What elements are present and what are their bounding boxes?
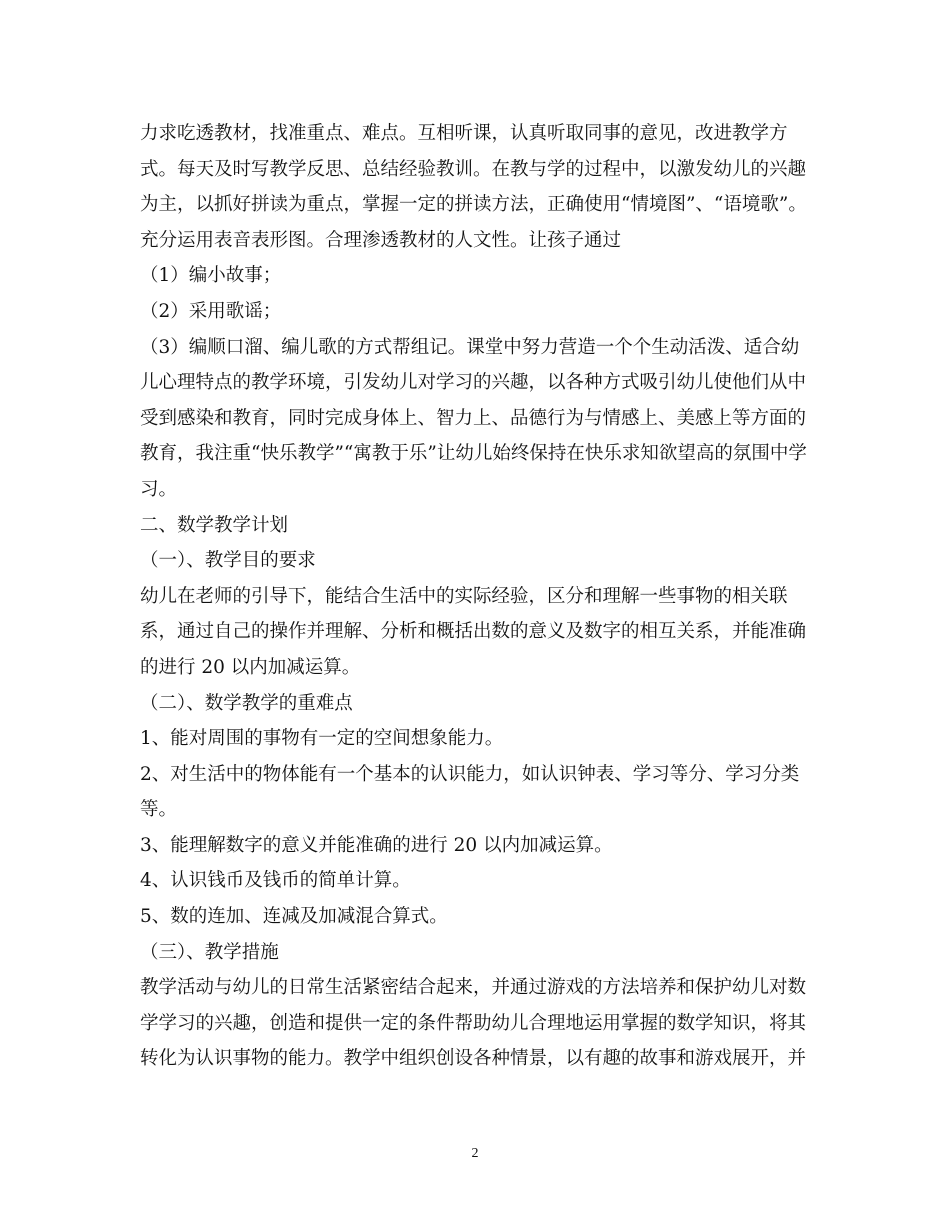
- text-line: 二、数学教学计划: [140, 514, 289, 536]
- text-line: （一）、教学目的要求: [140, 550, 316, 572]
- document-body: [140, 116, 812, 1077]
- text-line: 教学活动与幼儿的日常生活紧密结合起来，并通过游戏的方法培养和保护幼儿对数: [140, 977, 807, 999]
- text-line: （2）采用歌谣；: [140, 300, 282, 322]
- text-line: 学学习的兴趣，创造和提供一定的条件帮助幼儿合理地运用掌握的数学知识，将其: [140, 1012, 807, 1034]
- text-line: 幼儿在老师的引导下，能结合生活中的实际经验，区分和理解一些事物的相关联: [140, 585, 788, 607]
- text-line: 教育，我注重“快乐教学”“寓教于乐”让幼儿始终保持在快乐求知欲望高的氛围中学: [140, 443, 807, 465]
- text-line: 2、对生活中的物体能有一个基本的认识能力，如认识钟表、学习等分、学习分类: [140, 763, 800, 785]
- text-line: 系，通过自己的操作并理解、分析和概括出数的意义及数字的相互关系，并能准确: [140, 621, 807, 643]
- text-line: （三）、教学措施: [140, 941, 279, 963]
- text-line: 为主，以抓好拼读为重点，掌握一定的拼读方法，正确使用“情境图”、“语境歌”。: [140, 194, 807, 216]
- text-line: （1）编小故事；: [140, 265, 282, 287]
- page-number: 2: [471, 1146, 479, 1161]
- text-line: 的进行 20 以内加减运算。: [140, 656, 361, 678]
- text-line: 1、能对周围的事物有一定的空间想象能力。: [140, 728, 504, 750]
- text-line: 5、数的连加、连减及加减混合算式。: [140, 906, 448, 928]
- text-line: 力求吃透教材，找准重点、难点。互相听课，认真听取同事的意见，改进教学方: [140, 123, 788, 144]
- text-line: 儿心理特点的教学环境，引发幼儿对学习的兴趣，以各种方式吸引幼儿使他们从中: [140, 372, 807, 394]
- text-line: （3）编顺口溜、编儿歌的方式帮组记。课堂中努力营造一个个生动活泼、适合幼: [140, 336, 800, 358]
- text-line: 式。每天及时写教学反思、总结经验教训。在教与学的过程中，以激发幼儿的兴趣: [140, 158, 807, 180]
- text-line: 转化为认识事物的能力。教学中组织创设各种情景，以有趣的故事和游戏展开，并: [140, 1048, 807, 1070]
- text-line: 受到感染和教育，同时完成身体上、智力上、品德行为与情感上、美感上等方面的: [140, 407, 807, 429]
- text-line: 3、能理解数字的意义并能准确的进行 20 以内加减运算。: [140, 834, 613, 856]
- text-line: 充分运用表音表形图。合理渗透教材的人文性。让孩子通过: [140, 229, 622, 251]
- text-line: 等。: [140, 799, 178, 821]
- text-line: 习。: [140, 478, 178, 500]
- text-line: （二）、数学教学的重难点: [140, 692, 353, 714]
- text-line: 4、认识钱币及钱币的简单计算。: [140, 870, 411, 892]
